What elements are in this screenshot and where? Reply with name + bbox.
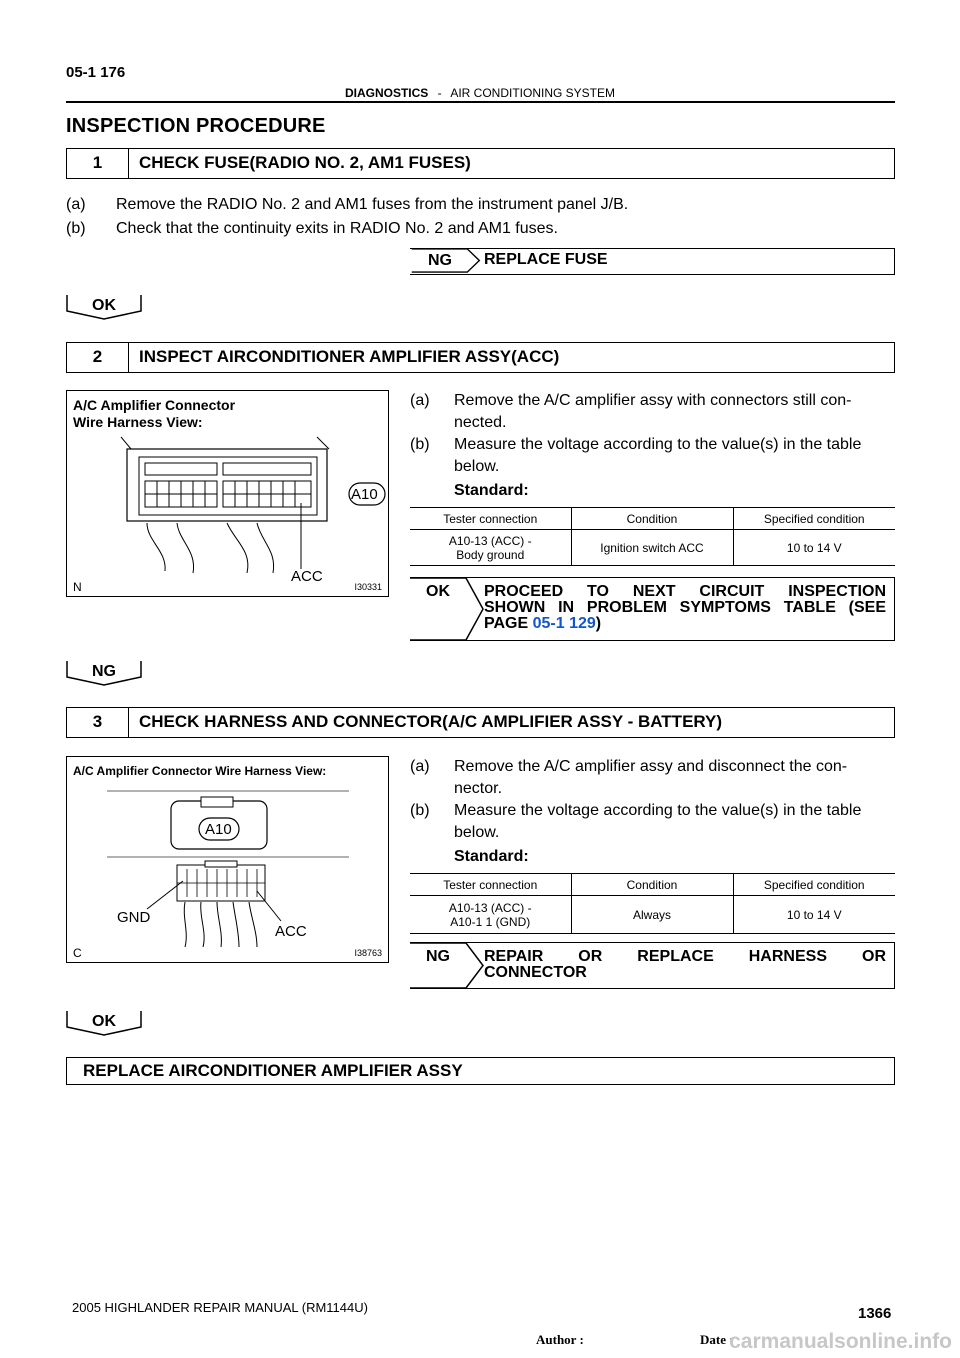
figure-id: I30331: [354, 582, 382, 592]
manual-footer: 2005 HIGHLANDER REPAIR MANUAL (RM1144U): [72, 1300, 368, 1315]
connector-code: A10: [351, 486, 378, 503]
header-subsection: AIR CONDITIONING SYSTEM: [450, 86, 616, 100]
step-2-item-b: [410, 434, 895, 478]
step-2-ng-marker[interactable]: [66, 660, 142, 684]
connector-diagram: [67, 757, 390, 964]
item-text-line2: nector.: [454, 780, 503, 797]
step-3-spec-table: [410, 873, 895, 934]
standard-label: Standard:: [454, 482, 529, 499]
step-3-item-b: [410, 800, 895, 844]
header-title: [0, 86, 960, 100]
cell-specified: 10 to 14 V: [733, 896, 895, 934]
figure-corner-mark: N: [73, 580, 82, 594]
ok-label: OK: [92, 297, 116, 314]
cell-tester-connection: [410, 896, 571, 934]
item-text-line1: Remove the A/C amplifier assy and disconnect the con-: [454, 758, 848, 775]
column-header: Specified condition: [733, 508, 895, 530]
figure-title-line2: Wire Harness View:: [73, 414, 203, 430]
step-title: INSPECT AIRCONDITIONER AMPLIFIER ASSY(ACC): [139, 347, 560, 366]
conn-line2: A10-1 1 (GND): [450, 914, 531, 929]
result-text: [484, 949, 886, 981]
step-2-spec-table: [410, 507, 895, 566]
result-tag: OK: [426, 583, 450, 600]
step-1-item-a: [66, 194, 895, 216]
table-header-row: [410, 508, 895, 530]
header-separator: -: [437, 86, 442, 100]
step-2-header: [66, 342, 895, 373]
author-label: Author :: [536, 1332, 584, 1347]
conn-line2: Body ground: [456, 547, 525, 562]
item-text: Check that the continuity exits in RADIO No. 2 and AM1 fuses.: [116, 220, 558, 237]
table-header-row: [410, 874, 895, 896]
item-label: (a): [410, 392, 430, 409]
figure-id: I38763: [354, 948, 382, 958]
item-text-line2: below.: [454, 824, 500, 841]
step-number: 3: [67, 708, 129, 737]
item-text: [454, 756, 895, 800]
figure-i30331: [66, 390, 389, 597]
step-title: CHECK HARNESS AND CONNECTOR(A/C AMPLIFIER ASSY - BATTERY): [139, 712, 723, 731]
conn-line1: A10-13 (ACC) -: [448, 900, 532, 915]
page-code: 05-1 176: [66, 64, 126, 81]
column-header: Tester connection: [410, 874, 571, 896]
item-label: (a): [66, 196, 86, 213]
step-3-header: [66, 707, 895, 738]
table-row: [410, 896, 895, 934]
column-header: Condition: [571, 508, 733, 530]
step-1-ok-marker[interactable]: [66, 294, 142, 318]
result-line2: SHOWN IN PROBLEM SYMPTOMS TABLE (SEE: [484, 599, 886, 616]
step-1-item-b: [66, 218, 895, 240]
result-tag: NG: [426, 948, 450, 965]
step-2-result-ok[interactable]: [410, 577, 895, 641]
item-label: (b): [410, 802, 430, 819]
result-text: REPLACE FUSE: [484, 251, 608, 268]
item-label: (b): [410, 436, 430, 453]
step-3-item-a: [410, 756, 895, 800]
page-link[interactable]: 05-1 129: [532, 615, 596, 632]
figure-corner-mark: C: [73, 946, 82, 960]
page-number: 1366: [858, 1305, 892, 1322]
step-number: 1: [67, 149, 129, 178]
header-rule: [66, 101, 895, 103]
column-header: Condition: [571, 874, 733, 896]
page-title: INSPECTION PROCEDURE: [66, 115, 326, 137]
step-1-header: [66, 148, 895, 179]
column-header: Tester connection: [410, 508, 571, 530]
connector-code: A10: [205, 821, 232, 838]
pin-label-acc: ACC: [291, 568, 323, 585]
final-action-text: REPLACE AIRCONDITIONER AMPLIFIER ASSY: [83, 1061, 463, 1080]
item-text-line1: Remove the A/C amplifier assy with connectors still con-: [454, 392, 852, 409]
date-label: Date :: [700, 1332, 734, 1347]
pin-label-gnd: GND: [117, 909, 151, 926]
ok-label: OK: [92, 1013, 116, 1030]
item-text-line1: Measure the voltage according to the value(s) in the table: [454, 802, 862, 819]
item-text-line1: Measure the voltage according to the value(s) in the table: [454, 436, 862, 453]
ng-label: NG: [92, 663, 116, 680]
step-3-ok-marker[interactable]: [66, 1010, 142, 1034]
result-line3-prefix: PAGE: [484, 615, 533, 632]
conn-line1: A10-13 (ACC) -: [448, 533, 532, 548]
item-text: Remove the RADIO No. 2 and AM1 fuses from the instrument panel J/B.: [116, 196, 629, 213]
step-1-result-ng[interactable]: [410, 248, 895, 275]
cell-tester-connection: [410, 530, 571, 566]
item-label: (b): [66, 220, 86, 237]
result-line3: [484, 616, 886, 632]
cell-condition: Ignition switch ACC: [571, 530, 733, 566]
item-label: (a): [410, 758, 430, 775]
result-line2: CONNECTOR: [484, 964, 587, 981]
result-text: [484, 584, 886, 632]
cell-condition: Always: [571, 896, 733, 934]
step-2-item-a: [410, 390, 895, 434]
watermark: carmanualsonline.info: [729, 1330, 952, 1353]
figure-i38763: [66, 756, 389, 963]
connector-diagram: [67, 391, 390, 598]
item-text: [454, 434, 895, 478]
result-line1: REPAIR OR REPLACE HARNESS OR: [484, 948, 886, 965]
figure-title-line1: A/C Amplifier Connector: [73, 397, 236, 413]
result-line3-suffix: ): [595, 615, 602, 632]
item-text: [454, 390, 895, 434]
item-text-line2: nected.: [454, 414, 507, 431]
step-3-result-ng[interactable]: [410, 942, 895, 989]
header-section: DIAGNOSTICS: [344, 86, 429, 100]
standard-label: Standard:: [454, 848, 529, 865]
table-row: [410, 530, 895, 566]
final-action-box: [66, 1057, 895, 1085]
item-text: [454, 800, 895, 844]
step-number: 2: [67, 343, 129, 372]
cell-specified: 10 to 14 V: [733, 530, 895, 566]
step-title: CHECK FUSE(RADIO NO. 2, AM1 FUSES): [139, 153, 471, 172]
figure-title: A/C Amplifier Connector Wire Harness View:: [73, 764, 327, 778]
result-line1: PROCEED TO NEXT CIRCUIT INSPECTION: [484, 583, 886, 600]
column-header: Specified condition: [733, 874, 895, 896]
pin-label-acc: ACC: [275, 923, 307, 940]
result-tag: NG: [428, 252, 452, 269]
item-text-line2: below.: [454, 458, 500, 475]
